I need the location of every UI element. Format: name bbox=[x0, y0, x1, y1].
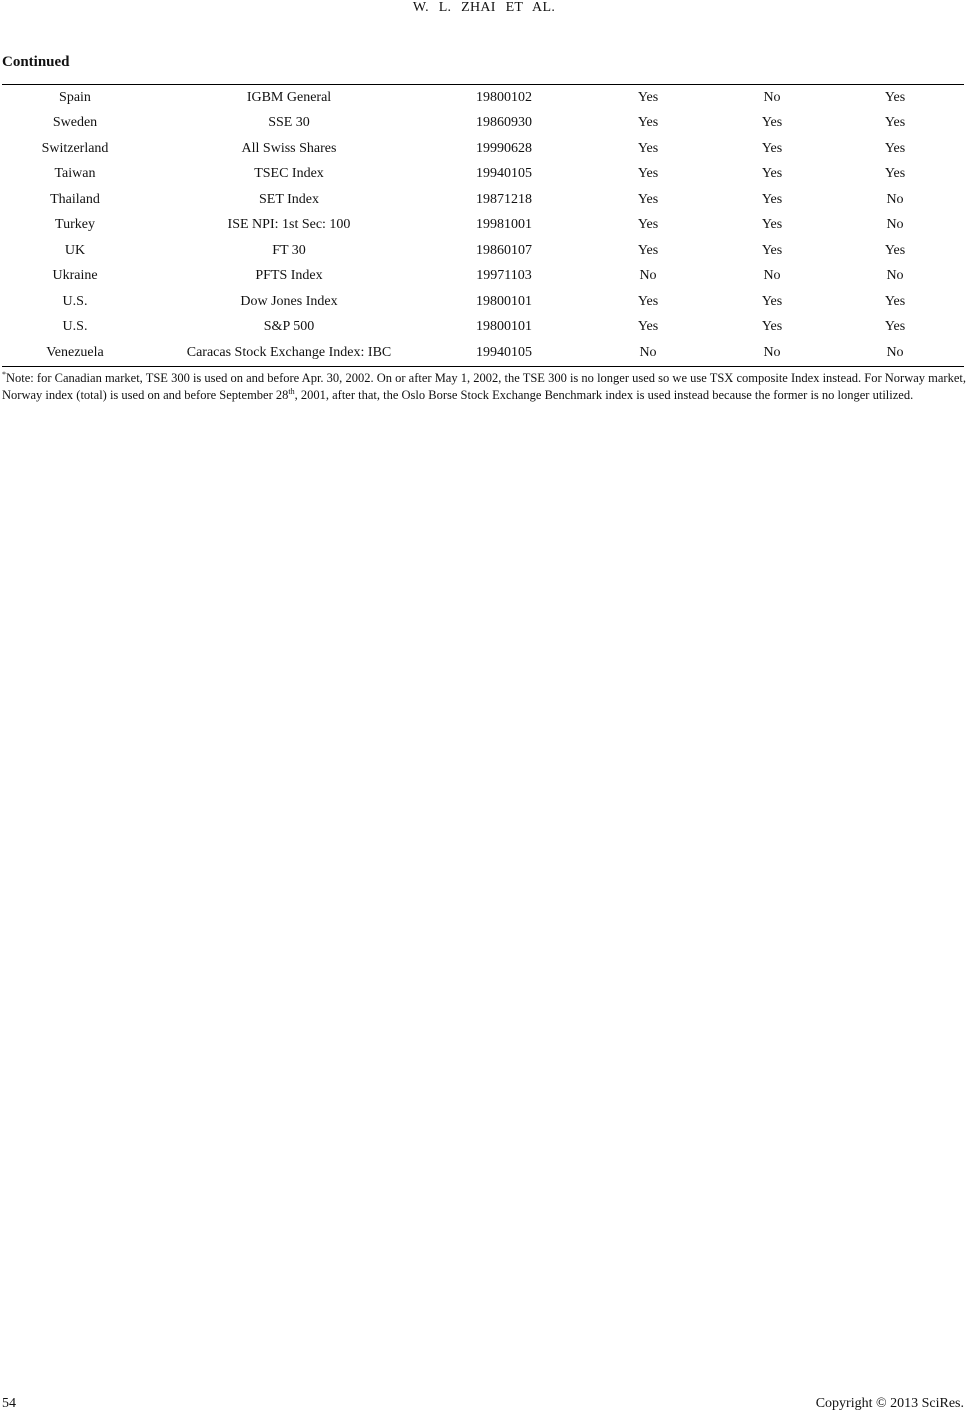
cell-col6: No bbox=[886, 268, 904, 284]
cell-start-date: 19871218 bbox=[476, 191, 532, 207]
cell-col6: Yes bbox=[884, 89, 906, 105]
table-row bbox=[2, 85, 964, 111]
cell-col5: Yes bbox=[761, 140, 783, 156]
cell-col4: Yes bbox=[637, 166, 659, 182]
cell-col5: Yes bbox=[761, 115, 783, 131]
cell-country: Ukraine bbox=[52, 268, 98, 284]
cell-index-name: All Swiss Shares bbox=[241, 140, 337, 156]
table-row bbox=[2, 340, 964, 366]
cell-start-date: 19981001 bbox=[476, 217, 532, 233]
cell-country: Switzerland bbox=[41, 140, 109, 156]
cell-col5: Yes bbox=[761, 217, 783, 233]
table-row bbox=[2, 264, 964, 290]
cell-col5: Yes bbox=[761, 166, 783, 182]
cell-col6: No bbox=[886, 344, 904, 360]
cell-start-date: 19940105 bbox=[476, 344, 532, 360]
table-row bbox=[2, 238, 964, 264]
cell-col6: Yes bbox=[884, 115, 906, 131]
table-row bbox=[2, 213, 964, 239]
cell-index-name: IGBM General bbox=[246, 89, 332, 105]
cell-col4: Yes bbox=[637, 242, 659, 258]
cell-index-name: Caracas Stock Exchange Index: IBC bbox=[186, 344, 392, 360]
cell-col4: Yes bbox=[637, 115, 659, 131]
footnote-marker: * bbox=[2, 369, 6, 379]
cell-col6: Yes bbox=[884, 166, 906, 182]
cell-col6: Yes bbox=[884, 319, 906, 335]
cell-col6: No bbox=[886, 191, 904, 207]
table-footnote bbox=[2, 370, 966, 404]
cell-col4: Yes bbox=[637, 217, 659, 233]
cell-country: Taiwan bbox=[54, 166, 96, 182]
cell-col5: No bbox=[763, 89, 781, 105]
cell-col4: No bbox=[639, 268, 657, 284]
data-table bbox=[2, 84, 964, 367]
cell-col4: No bbox=[639, 344, 657, 360]
cell-country: Thailand bbox=[50, 191, 100, 207]
data-table-container bbox=[2, 84, 964, 367]
cell-index-name: SET Index bbox=[258, 191, 319, 207]
copyright-notice: Copyright © 2013 SciRes. bbox=[815, 1396, 964, 1411]
cell-start-date: 19971103 bbox=[476, 268, 532, 284]
table-row bbox=[2, 187, 964, 213]
cell-col4: Yes bbox=[637, 89, 659, 105]
cell-country: Turkey bbox=[55, 217, 95, 233]
cell-col5: No bbox=[763, 268, 781, 284]
cell-start-date: 19990628 bbox=[476, 140, 532, 156]
cell-col4: Yes bbox=[637, 319, 659, 335]
cell-index-name: SSE 30 bbox=[268, 115, 310, 131]
cell-index-name: Dow Jones Index bbox=[240, 293, 338, 309]
cell-col5: Yes bbox=[761, 293, 783, 309]
table-row bbox=[2, 315, 964, 341]
footnote-text-part2: , 2001, after that, the Oslo Borse Stock Exchange Benchmark index is used instead because the former is no longer utilized. bbox=[294, 388, 914, 402]
cell-country: Spain bbox=[59, 89, 91, 105]
cell-country: UK bbox=[64, 242, 86, 258]
cell-col5: No bbox=[763, 344, 781, 360]
cell-start-date: 19860107 bbox=[476, 242, 532, 258]
cell-col4: Yes bbox=[637, 140, 659, 156]
cell-start-date: 19800101 bbox=[476, 293, 532, 309]
table-caption: Continued bbox=[2, 54, 70, 70]
footnote-text-part1: Note: for Canadian market, TSE 300 is used on and before Apr. 30, 2002. On or after May 1, 2002, the TSE 300 is no longer used so we use TSX composite Index instead. For Norway market, Norway index (total) is used on and before September 28 bbox=[2, 371, 966, 402]
cell-col5: Yes bbox=[761, 191, 783, 207]
cell-col4: Yes bbox=[637, 293, 659, 309]
page-number: 54 bbox=[2, 1396, 16, 1411]
table-row bbox=[2, 162, 964, 188]
cell-col5: Yes bbox=[761, 242, 783, 258]
cell-country: Venezuela bbox=[46, 344, 104, 360]
table-row bbox=[2, 136, 964, 162]
cell-index-name: ISE NPI: 1st Sec: 100 bbox=[227, 217, 351, 233]
table-body bbox=[2, 85, 964, 367]
cell-col6: No bbox=[886, 217, 904, 233]
table-row bbox=[2, 289, 964, 315]
cell-col4: Yes bbox=[637, 191, 659, 207]
cell-start-date: 19800102 bbox=[476, 89, 532, 105]
cell-country: Sweden bbox=[52, 115, 98, 131]
cell-start-date: 19800101 bbox=[476, 319, 532, 335]
cell-col6: Yes bbox=[884, 140, 906, 156]
cell-index-name: PFTS Index bbox=[255, 268, 323, 284]
cell-index-name: TSEC Index bbox=[254, 166, 324, 182]
cell-index-name: FT 30 bbox=[272, 242, 306, 258]
cell-country: U.S. bbox=[62, 319, 88, 335]
cell-country: U.S. bbox=[62, 293, 88, 309]
running-header: W. L. ZHAI ET AL. bbox=[412, 0, 556, 15]
footnote-ordinal-suffix: th bbox=[288, 386, 295, 396]
cell-index-name: S&P 500 bbox=[263, 319, 315, 335]
table-row bbox=[2, 111, 964, 137]
cell-col5: Yes bbox=[761, 319, 783, 335]
cell-col6: Yes bbox=[884, 293, 906, 309]
cell-start-date: 19940105 bbox=[476, 166, 532, 182]
cell-col6: Yes bbox=[884, 242, 906, 258]
cell-start-date: 19860930 bbox=[476, 115, 532, 131]
